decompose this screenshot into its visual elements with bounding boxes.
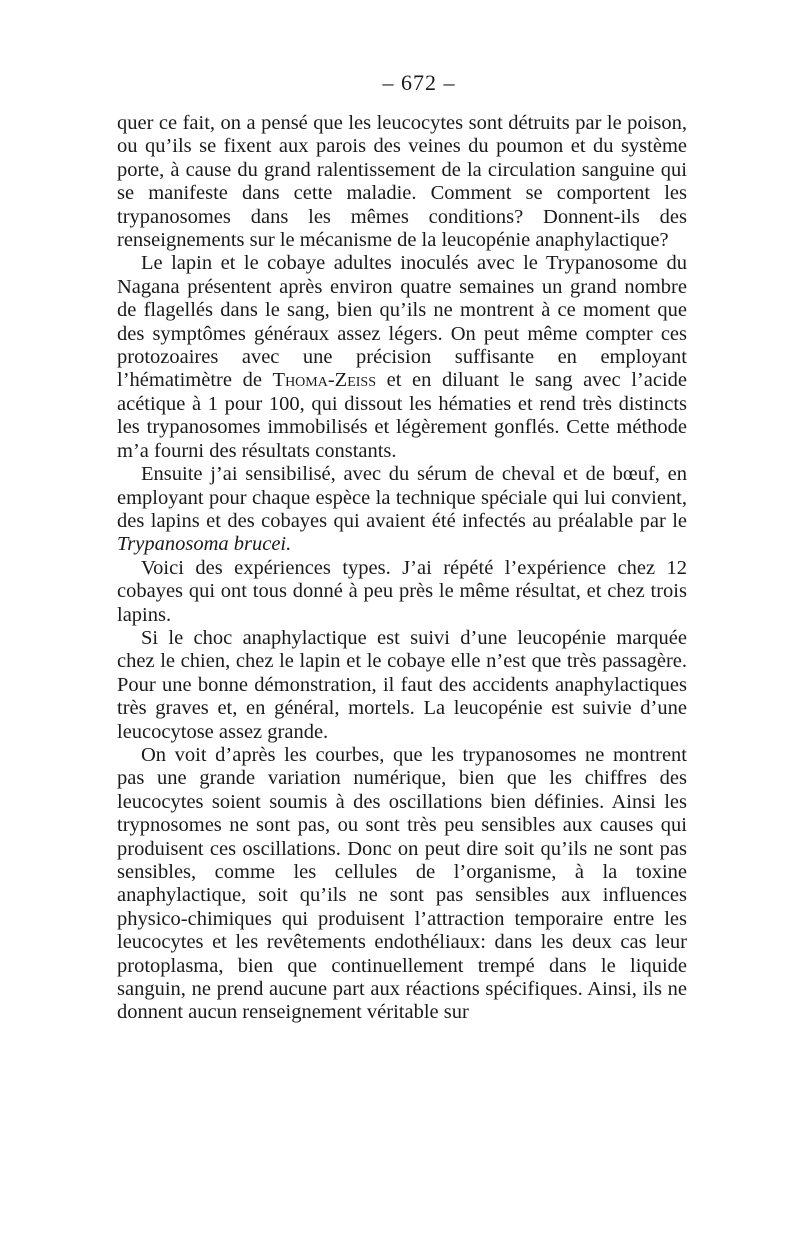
text-span: Si le choc anaphylactique est suivi d’une leucopénie marquée chez le chien, chez le lapin et le cobaye elle n’est que très passagère. Pour une bonne démonstration, il faut des accidents anaphylactiques très graves et, en général, mortels. La leucopénie est suivie d’une leucocytose assez grande.: [117, 626, 687, 743]
paragraph: [117, 627, 687, 744]
paragraph: [117, 463, 687, 557]
text-span: On voit d’après les courbes, que les trypanosomes ne montrent pas une grande variation numérique, bien que les chiffres des leucocytes soient soumis à des oscillations bien définies. Ainsi les trypnosomes ne sont pas, ou sont très peu sensibles aux causes qui produisent ces oscillations. Donc on peut dire soit qu’ils ne sont pas sensibles, comme les cellules de l’organisme, à la toxine anaphylactique, soit qu’ils ne sont pas sensibles aux influences physico-chimiques qui produisent l’attraction temporaire entre les leucocytes et les revêtements endothéliaux: dans les deux cas leur protoplasma, bien que continuellement trempé dans le liquide sanguin, ne prend aucune part aux réactions spécifiques. Ainsi, ils ne donnent aucun renseignement véritable sur: [117, 743, 687, 1024]
text-span: et en diluant le sang avec l’acide acétique à 1 pour 100, qui dissout les hématies et rend très distincts les trypanosomes immobilisés et légèrement gonflés. Cette méthode m’a fourni des résultats constants.: [117, 369, 687, 462]
body-text: [117, 112, 687, 1025]
text-span: quer ce fait, on a pensé que les leucocytes sont détruits par le poison, ou qu’ils se fixent aux parois des veines du poumon et du système porte, à cause du grand ralentissement de la circulation sanguine qui se manifeste dans cette maladie. Comment se comportent les trypanosomes dans les mêmes conditions? Donnent-ils des renseignements sur le mécanisme de la leucopénie anaphylactique?: [117, 112, 687, 252]
paragraph: [117, 557, 687, 627]
text-span: Ensuite j’ai sensibilisé, avec du sérum de cheval et de bœuf, en employant pour chaque espèce la technique spéciale qui lui convient, des lapins et des cobayes qui avaient été infectés au préalable par le: [117, 463, 687, 532]
text-span: Voici des expériences types. J’ai répété l’expérience chez 12 cobayes qui ont tous donné à peu près le même résultat, et chez trois lapins.: [117, 556, 687, 626]
paragraph: [117, 112, 687, 252]
species-name-italic: Trypanosoma brucei.: [117, 533, 292, 556]
page-number: – 672 –: [382, 70, 456, 95]
paragraph: [117, 252, 687, 463]
paragraph: [117, 744, 687, 1025]
author-name-smallcaps: Thoma-Zeiss: [272, 369, 376, 392]
text-span: Le lapin et le cobaye adultes inoculés avec le Trypanosome du Nagana présentent après environ quatre semaines un grand nombre de flagellés dans le sang, bien qu’ils ne montrent à ce moment que des symptômes généraux assez légers. On peut même compter ces protozoaires avec une précision suffisante en employant l’hématimètre de: [117, 252, 687, 392]
